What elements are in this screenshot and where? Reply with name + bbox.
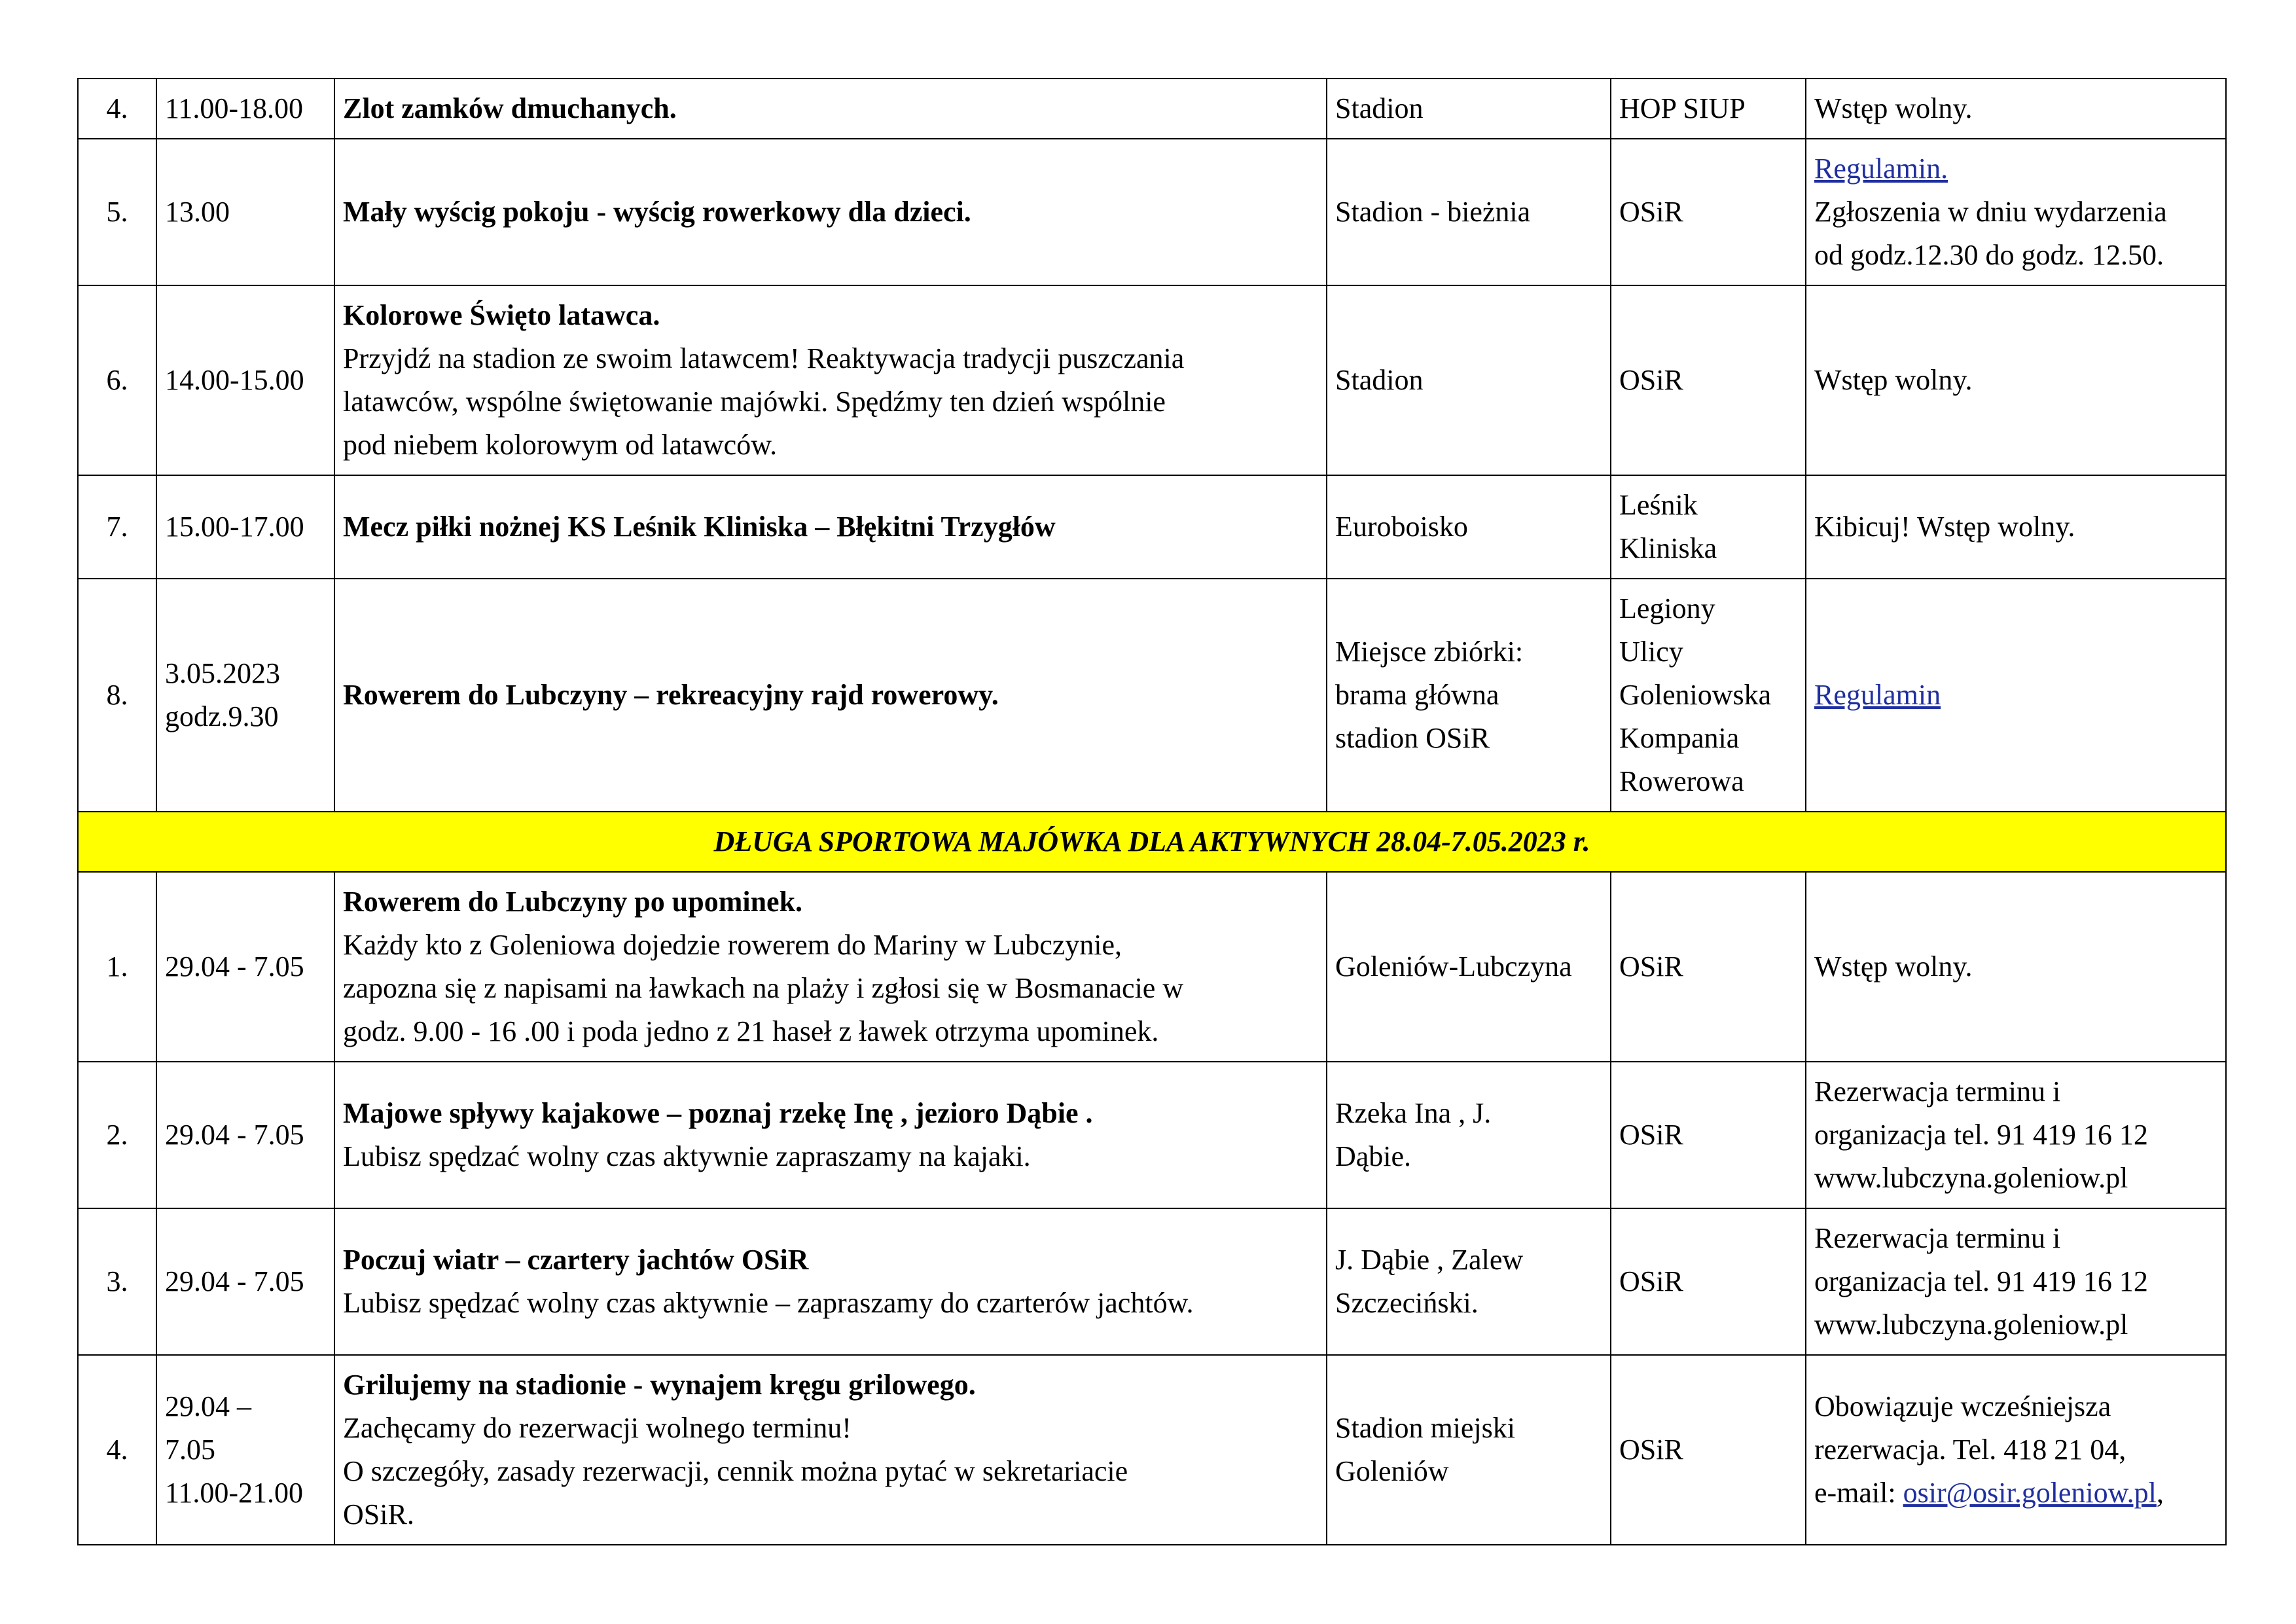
info-text: od godz.12.30 do godz. 12.50. <box>1814 239 2164 271</box>
event-title: Majowe spływy kajakowe – poznaj rzekę Inę , jezioro Dąbie . <box>343 1097 1093 1129</box>
cell-line: 15.00-17.00 <box>165 511 304 543</box>
event-place <box>1327 285 1611 475</box>
event-description <box>334 475 1327 579</box>
cell-line: 11.00-21.00 <box>165 1477 304 1509</box>
cell-line: Stadion <box>1335 92 1424 124</box>
info-text: www.lubczyna.goleniow.pl <box>1814 1162 2128 1194</box>
event-organizer <box>1611 285 1806 475</box>
info-line <box>1814 1217 2217 1260</box>
event-number: 6. <box>78 285 156 475</box>
info-line <box>1814 359 2217 402</box>
cell-line: 11.00-18.00 <box>165 92 304 124</box>
event-organizer <box>1611 579 1806 812</box>
cell-line: Szczeciński. <box>1335 1287 1479 1319</box>
event-title: Rowerem do Lubczyny – rekreacyjny rajd rowerowy. <box>343 679 999 711</box>
cell-line: stadion OSiR <box>1335 722 1490 754</box>
cell-line: OSiR. <box>343 1498 414 1530</box>
event-number: 8. <box>78 579 156 812</box>
section-banner: DŁUGA SPORTOWA MAJÓWKA DLA AKTYWNYCH 28.04-7.05.2023 r. <box>78 812 2226 872</box>
event-row <box>78 1355 2226 1545</box>
event-title: Poczuj wiatr – czartery jachtów OSiR <box>343 1244 809 1276</box>
cell-line: Dąbie. <box>1335 1140 1412 1172</box>
event-number: 4. <box>78 79 156 139</box>
event-number: 5. <box>78 139 156 285</box>
event-place <box>1327 79 1611 139</box>
info-text: rezerwacja. Tel. 418 21 04, <box>1814 1434 2126 1466</box>
event-time <box>156 579 334 812</box>
info-text: Wstęp wolny. <box>1814 92 1973 124</box>
event-time <box>156 475 334 579</box>
info-text: Obowiązuje wcześniejsza <box>1814 1390 2111 1422</box>
event-info <box>1806 475 2226 579</box>
event-description <box>334 285 1327 475</box>
event-info <box>1806 1208 2226 1355</box>
cell-line: Lubisz spędzać wolny czas aktywnie – zapraszamy do czarterów jachtów. <box>343 1287 1194 1319</box>
info-line <box>1814 1428 2217 1471</box>
info-text: organizacja tel. 91 419 16 12 <box>1814 1119 2148 1151</box>
cell-line: Rzeka Ina , J. <box>1335 1097 1492 1129</box>
event-description <box>334 79 1327 139</box>
events-section-1 <box>78 79 2226 812</box>
info-line <box>1814 1070 2217 1113</box>
cell-line: 29.04 - 7.05 <box>165 1265 304 1297</box>
cell-line: 29.04 – <box>165 1390 251 1422</box>
event-number: 7. <box>78 475 156 579</box>
event-row <box>78 872 2226 1062</box>
cell-line: Leśnik <box>1619 489 1698 521</box>
event-organizer <box>1611 79 1806 139</box>
event-title: Mecz piłki nożnej KS Leśnik Kliniska – Błękitni Trzygłów <box>343 511 1056 543</box>
event-row <box>78 1208 2226 1355</box>
cell-line: 14.00-15.00 <box>165 364 304 396</box>
event-row <box>78 79 2226 139</box>
event-info <box>1806 579 2226 812</box>
cell-line: 29.04 - 7.05 <box>165 1119 304 1151</box>
info-line <box>1814 1113 2217 1157</box>
event-time <box>156 1208 334 1355</box>
event-time <box>156 139 334 285</box>
event-organizer <box>1611 1208 1806 1355</box>
info-link[interactable]: osir@osir.goleniow.pl <box>1903 1477 2157 1509</box>
event-place <box>1327 1355 1611 1545</box>
cell-line: Kliniska <box>1619 532 1717 564</box>
cell-line: latawców, wspólne świętowanie majówki. Spędźmy ten dzień wspólnie <box>343 386 1166 418</box>
event-info <box>1806 1355 2226 1545</box>
event-place <box>1327 475 1611 579</box>
event-row <box>78 285 2226 475</box>
cell-line: Euroboisko <box>1335 511 1468 543</box>
event-info <box>1806 1062 2226 1208</box>
event-organizer <box>1611 475 1806 579</box>
event-title: Mały wyścig pokoju - wyścig rowerkowy dla dzieci. <box>343 196 971 228</box>
event-organizer <box>1611 1062 1806 1208</box>
event-time <box>156 79 334 139</box>
events-section-2 <box>78 872 2226 1545</box>
info-text: www.lubczyna.goleniow.pl <box>1814 1308 2128 1341</box>
info-text: Wstęp wolny. <box>1814 950 1973 983</box>
info-prefix: e-mail: <box>1814 1477 1903 1509</box>
event-place <box>1327 1062 1611 1208</box>
event-row <box>78 475 2226 579</box>
cell-line: Goleniów-Lubczyna <box>1335 950 1572 983</box>
cell-line: OSiR <box>1619 1119 1683 1151</box>
info-text: organizacja tel. 91 419 16 12 <box>1814 1265 2148 1297</box>
cell-line: Legiony <box>1619 592 1715 624</box>
info-line <box>1814 674 2217 717</box>
event-description <box>334 579 1327 812</box>
event-row <box>78 139 2226 285</box>
cell-line: Stadion - bieżnia <box>1335 196 1531 228</box>
event-info <box>1806 872 2226 1062</box>
info-line <box>1814 1385 2217 1428</box>
info-line <box>1814 1260 2217 1303</box>
cell-line: HOP SIUP <box>1619 92 1746 124</box>
banner-section <box>78 812 2226 872</box>
cell-line: Ulicy <box>1619 636 1683 668</box>
event-info <box>1806 79 2226 139</box>
info-line <box>1814 234 2217 277</box>
event-info <box>1806 285 2226 475</box>
cell-line: OSiR <box>1619 364 1683 396</box>
event-description <box>334 1062 1327 1208</box>
info-suffix: , <box>2156 1477 2164 1509</box>
cell-line: brama główna <box>1335 679 1499 711</box>
event-place <box>1327 1208 1611 1355</box>
event-place <box>1327 872 1611 1062</box>
cell-line: 3.05.2023 <box>165 657 280 689</box>
event-description <box>334 139 1327 285</box>
cell-line: godz. 9.00 - 16 .00 i poda jedno z 21 haseł z ławek otrzyma upominek. <box>343 1015 1159 1047</box>
event-number: 2. <box>78 1062 156 1208</box>
cell-line: J. Dąbie , Zalew <box>1335 1244 1524 1276</box>
cell-line: pod niebem kolorowym od latawców. <box>343 429 778 461</box>
info-text: Zgłoszenia w dniu wydarzenia <box>1814 196 2167 228</box>
event-number: 3. <box>78 1208 156 1355</box>
event-place <box>1327 139 1611 285</box>
event-organizer <box>1611 1355 1806 1545</box>
cell-line: Miejsce zbiórki: <box>1335 636 1524 668</box>
cell-line: Stadion miejski <box>1335 1412 1515 1444</box>
info-text: Rezerwacja terminu i <box>1814 1222 2061 1254</box>
info-text: Rezerwacja terminu i <box>1814 1075 2061 1108</box>
event-number: 4. <box>78 1355 156 1545</box>
section-banner-row <box>78 812 2226 872</box>
cell-line: OSiR <box>1619 196 1683 228</box>
info-line <box>1814 87 2217 130</box>
event-description <box>334 1208 1327 1355</box>
cell-line: Goleniów <box>1335 1455 1449 1487</box>
event-row <box>78 1062 2226 1208</box>
info-line <box>1814 945 2217 988</box>
cell-line: Zachęcamy do rezerwacji wolnego terminu! <box>343 1412 852 1444</box>
event-title: Kolorowe Święto latawca. <box>343 299 660 331</box>
cell-line: Stadion <box>1335 364 1424 396</box>
info-text: Kibicuj! Wstęp wolny. <box>1814 511 2075 543</box>
info-text: Wstęp wolny. <box>1814 364 1973 396</box>
info-line <box>1814 1157 2217 1200</box>
event-title: Grilujemy na stadionie - wynajem kręgu grilowego. <box>343 1369 976 1401</box>
event-description <box>334 872 1327 1062</box>
info-link[interactable]: Regulamin. <box>1814 153 1948 185</box>
cell-line: Lubisz spędzać wolny czas aktywnie zapraszamy na kajaki. <box>343 1140 1031 1172</box>
event-time <box>156 1355 334 1545</box>
event-organizer <box>1611 139 1806 285</box>
cell-line: Przyjdź na stadion ze swoim latawcem! Reaktywacja tradycji puszczania <box>343 342 1185 374</box>
event-row <box>78 579 2226 812</box>
info-line <box>1814 190 2217 234</box>
event-time <box>156 1062 334 1208</box>
cell-line: 7.05 <box>165 1434 215 1466</box>
events-table <box>77 78 2227 1545</box>
cell-line: 13.00 <box>165 196 230 228</box>
event-title: Zlot zamków dmuchanych. <box>343 92 677 124</box>
info-line <box>1814 1471 2217 1515</box>
event-organizer <box>1611 872 1806 1062</box>
event-title: Rowerem do Lubczyny po upominek. <box>343 886 803 918</box>
info-line <box>1814 505 2217 549</box>
cell-line: OSiR <box>1619 950 1683 983</box>
event-number: 1. <box>78 872 156 1062</box>
event-info <box>1806 139 2226 285</box>
event-time <box>156 285 334 475</box>
cell-line: Kompania <box>1619 722 1740 754</box>
cell-line: zapozna się z napisami na ławkach na plaży i zgłosi się w Bosmanacie w <box>343 972 1184 1004</box>
cell-line: Rowerowa <box>1619 765 1744 797</box>
cell-line: Każdy kto z Goleniowa dojedzie rowerem do Mariny w Lubczynie, <box>343 929 1122 961</box>
info-line <box>1814 147 2217 190</box>
info-line <box>1814 1303 2217 1346</box>
cell-line: O szczegóły, zasady rezerwacji, cennik można pytać w sekretariacie <box>343 1455 1128 1487</box>
event-time <box>156 872 334 1062</box>
cell-line: OSiR <box>1619 1434 1683 1466</box>
event-place <box>1327 579 1611 812</box>
event-description <box>334 1355 1327 1545</box>
cell-line: godz.9.30 <box>165 700 279 732</box>
info-link[interactable]: Regulamin <box>1814 679 1941 711</box>
cell-line: OSiR <box>1619 1265 1683 1297</box>
cell-line: Goleniowska <box>1619 679 1772 711</box>
cell-line: 29.04 - 7.05 <box>165 950 304 983</box>
